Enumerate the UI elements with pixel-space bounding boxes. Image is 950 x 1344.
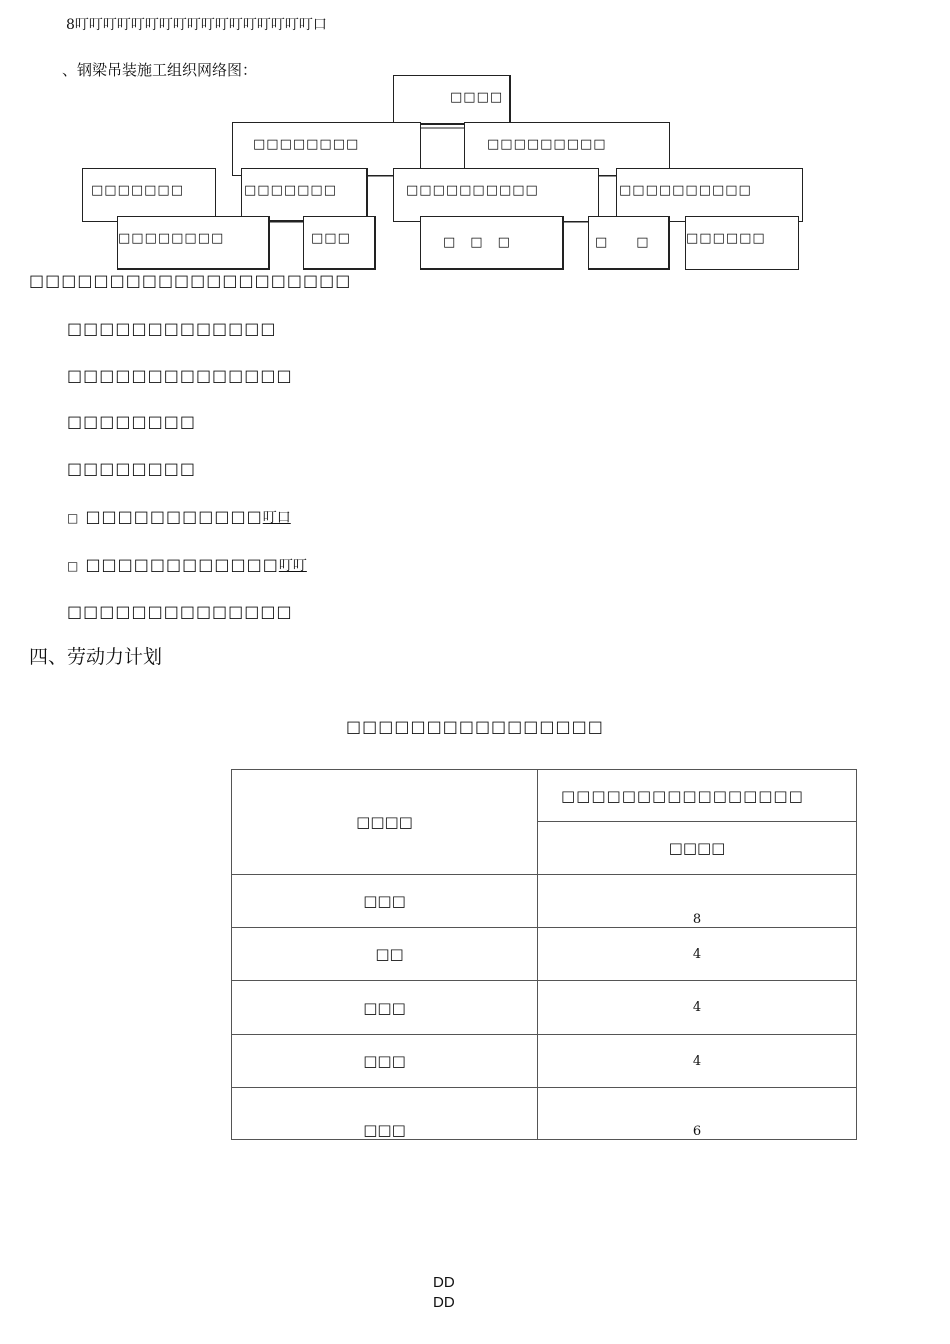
table-row <box>232 981 857 1035</box>
bullet-mark: □ <box>67 559 80 573</box>
header-plan: □□□□□□□□□□□□□□□□ <box>538 770 857 822</box>
org-node-level4-1: □□□□□□□□ <box>117 216 270 270</box>
paragraph-2: □□□□□□□□□□□□□ <box>67 319 277 338</box>
worker-type-cell: □□□ <box>232 1035 538 1088</box>
table-caption: □□□□□□□□□□□□□□□□ <box>346 717 604 736</box>
org-node-level4-2: □□□ <box>303 216 376 270</box>
table-row <box>232 1088 857 1140</box>
paragraph-3: □□□□□□□□□□□□□□ <box>67 366 293 385</box>
worker-type-cell: □□ <box>232 928 538 981</box>
bullet-tail: 叮叮 <box>278 558 307 574</box>
table-header-row <box>232 770 857 822</box>
labor-table <box>231 769 857 1140</box>
worker-type-cell: □□□ <box>232 981 538 1035</box>
org-node-level2-right: □□□□□□□□□ <box>464 122 670 176</box>
bullet-tail: 叮口 <box>262 510 291 526</box>
org-node-top: □□□□ <box>393 75 511 125</box>
org-node-level3-4: □□□□□□□□□□ <box>616 168 803 222</box>
bullet-mark: □ <box>67 511 80 525</box>
worker-count-cell: 4 <box>538 981 857 1035</box>
org-node-level4-4: □ □ <box>588 216 670 270</box>
org-chart-heading: 、钢梁吊装施工组织网络图： <box>62 61 258 79</box>
footer-line-2: DD <box>433 1294 455 1311</box>
bullet-text: □□□□□□□□□□□□ <box>85 555 279 574</box>
paragraph-1: □□□□□□□□□□□□□□□□□□□□ <box>29 271 352 290</box>
org-node-level4-5: □□□□□□ <box>685 216 799 270</box>
org-node-level4-3: □ □ □ <box>420 216 564 270</box>
worker-type-cell: □□□ <box>232 875 538 928</box>
header-worker-type: □□□□ <box>232 770 538 875</box>
bullet-text: □□□□□□□□□□□ <box>85 507 263 526</box>
paragraph-6: □□□□□□□□□□□□□□ <box>67 602 293 621</box>
footer-line-1: DD <box>433 1274 455 1291</box>
table-row <box>232 1035 857 1088</box>
section-heading: 四、劳动力计划 <box>29 646 163 668</box>
bullet-item-2 <box>67 555 307 575</box>
header-count: □□□□ <box>538 822 857 875</box>
bullet-item-1 <box>67 507 291 527</box>
paragraph-4: □□□□□□□□ <box>67 412 196 431</box>
table-row <box>232 928 857 981</box>
worker-type-cell: □□□ <box>232 1088 538 1140</box>
worker-count-cell: 4 <box>538 1035 857 1088</box>
worker-count-cell: 4 <box>538 928 857 981</box>
paragraph-5: □□□□□□□□ <box>67 459 196 478</box>
worker-count-cell: 8 <box>538 875 857 928</box>
org-node-level3-3: □□□□□□□□□□ <box>393 168 599 222</box>
worker-count-cell: 6 <box>538 1088 857 1140</box>
top-text-line: 8叮叮叮叮叮叮叮叮叮叮叮叮叮叮叮叮叮口 <box>66 17 327 33</box>
org-node-level2-left: □□□□□□□□ <box>232 122 421 176</box>
org-node-level3-1: □□□□□□□ <box>82 168 216 222</box>
org-node-level3-2: □□□□□□□ <box>241 168 368 222</box>
table-row <box>232 875 857 928</box>
